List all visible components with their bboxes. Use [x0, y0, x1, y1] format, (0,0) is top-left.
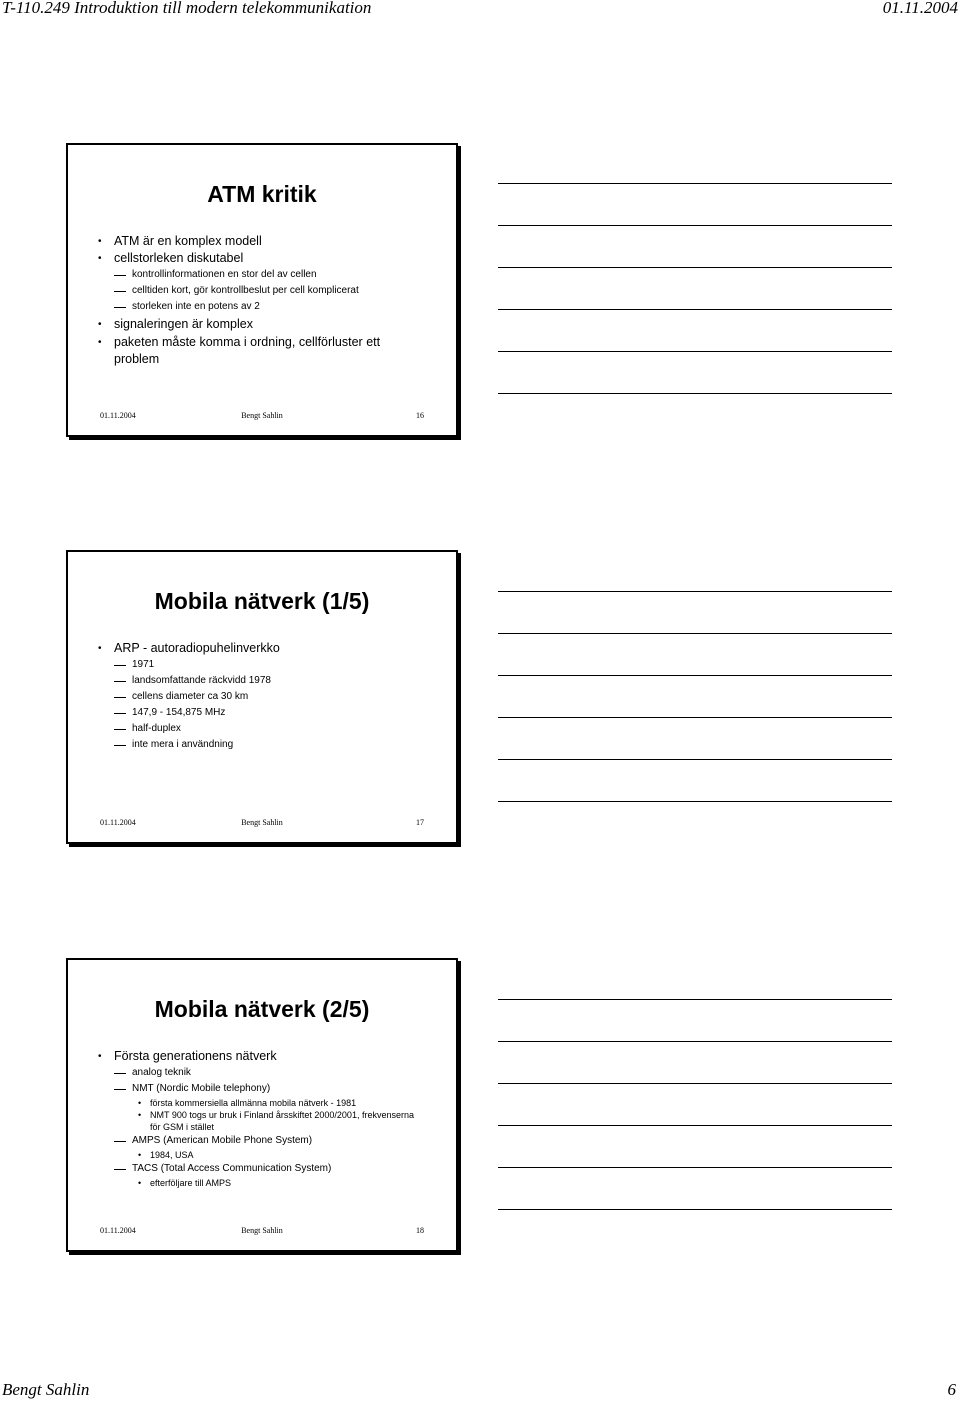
list-item: • NMT 900 togs ur bruk i Finland årsskiftet 2000/2001, frekvenserna för GSM i stället: [98, 1109, 420, 1133]
list-item: TACS (Total Access Communication System): [98, 1161, 438, 1177]
note-line: [498, 393, 892, 394]
slide-bullet-list: [98, 233, 438, 368]
note-line: [498, 717, 892, 718]
note-line: [498, 759, 892, 760]
list-item: • ARP - autoradiopuhelinverkko: [98, 640, 438, 657]
note-line: [498, 309, 892, 310]
slide-author: Bengt Sahlin: [241, 1226, 283, 1235]
list-item: cellens diameter ca 30 km: [98, 689, 438, 705]
note-line: [498, 1125, 892, 1126]
notes-lines: [498, 999, 892, 1229]
list-item: 147,9 - 154,875 MHz: [98, 705, 438, 721]
page-header: [0, 0, 960, 20]
note-line: [498, 1041, 892, 1042]
slide-author: Bengt Sahlin: [241, 818, 283, 827]
list-item: storleken inte en potens av 2: [98, 299, 438, 315]
note-line: [498, 801, 892, 802]
slide-number: 18: [416, 1226, 424, 1235]
note-line: [498, 591, 892, 592]
slide-date: 01.11.2004: [100, 411, 136, 420]
page-number: 6: [947, 1380, 956, 1399]
slide-18: [66, 958, 458, 1252]
slide-bullet-list: [98, 640, 438, 753]
notes-lines: [498, 183, 892, 413]
slide-footer: [100, 1226, 424, 1238]
page-footer: [0, 1380, 960, 1402]
note-line: [498, 351, 892, 352]
list-item: half-duplex: [98, 721, 438, 737]
note-line: [498, 633, 892, 634]
header-date: 01.11.2004: [882, 0, 958, 17]
note-line: [498, 1083, 892, 1084]
slide-16: [66, 143, 458, 437]
slide-date: 01.11.2004: [100, 818, 136, 827]
list-item: inte mera i användning: [98, 737, 438, 753]
slide-bullet-list: [98, 1048, 438, 1189]
list-item: AMPS (American Mobile Phone System): [98, 1133, 438, 1149]
footer-author: Bengt Sahlin: [2, 1380, 90, 1399]
list-item: • signaleringen är komplex: [98, 316, 438, 333]
note-line: [498, 225, 892, 226]
list-item: celltiden kort, gör kontrollbeslut per cell komplicerat: [98, 283, 438, 299]
slide-number: 17: [416, 818, 424, 827]
note-line: [498, 675, 892, 676]
list-item: NMT (Nordic Mobile telephony): [98, 1081, 438, 1097]
list-item: landsomfattande räckvidd 1978: [98, 673, 438, 689]
slide-number: 16: [416, 411, 424, 420]
list-item: • första kommersiella allmänna mobila nätverk - 1981: [98, 1097, 438, 1109]
note-line: [498, 267, 892, 268]
list-item: • ATM är en komplex modell: [98, 233, 438, 250]
slide-17: [66, 550, 458, 844]
list-item: analog teknik: [98, 1065, 438, 1081]
list-item: kontrollinformationen en stor del av cellen: [98, 267, 438, 283]
note-line: [498, 1167, 892, 1168]
list-item: 1971: [98, 657, 438, 673]
slide-footer: [100, 411, 424, 423]
slide-title: ATM kritik: [207, 181, 317, 207]
note-line: [498, 1209, 892, 1210]
list-item: • cellstorleken diskutabel: [98, 250, 438, 267]
list-item: • paketen måste komma i ordning, cellförluster ett problem: [98, 334, 394, 368]
note-line: [498, 999, 892, 1000]
slide-author: Bengt Sahlin: [241, 411, 283, 420]
list-item: • efterföljare till AMPS: [98, 1177, 438, 1189]
slide-title: Mobila nätverk (1/5): [154, 588, 370, 614]
list-item: • Första generationens nätverk: [98, 1048, 438, 1065]
note-line: [498, 183, 892, 184]
notes-lines: [498, 591, 892, 821]
list-item: • 1984, USA: [98, 1149, 438, 1161]
course-title: T-110.249 Introduktion till modern telekommunikation: [2, 0, 372, 17]
slide-date: 01.11.2004: [100, 1226, 136, 1235]
slide-footer: [100, 818, 424, 830]
slide-title: Mobila nätverk (2/5): [154, 996, 370, 1022]
